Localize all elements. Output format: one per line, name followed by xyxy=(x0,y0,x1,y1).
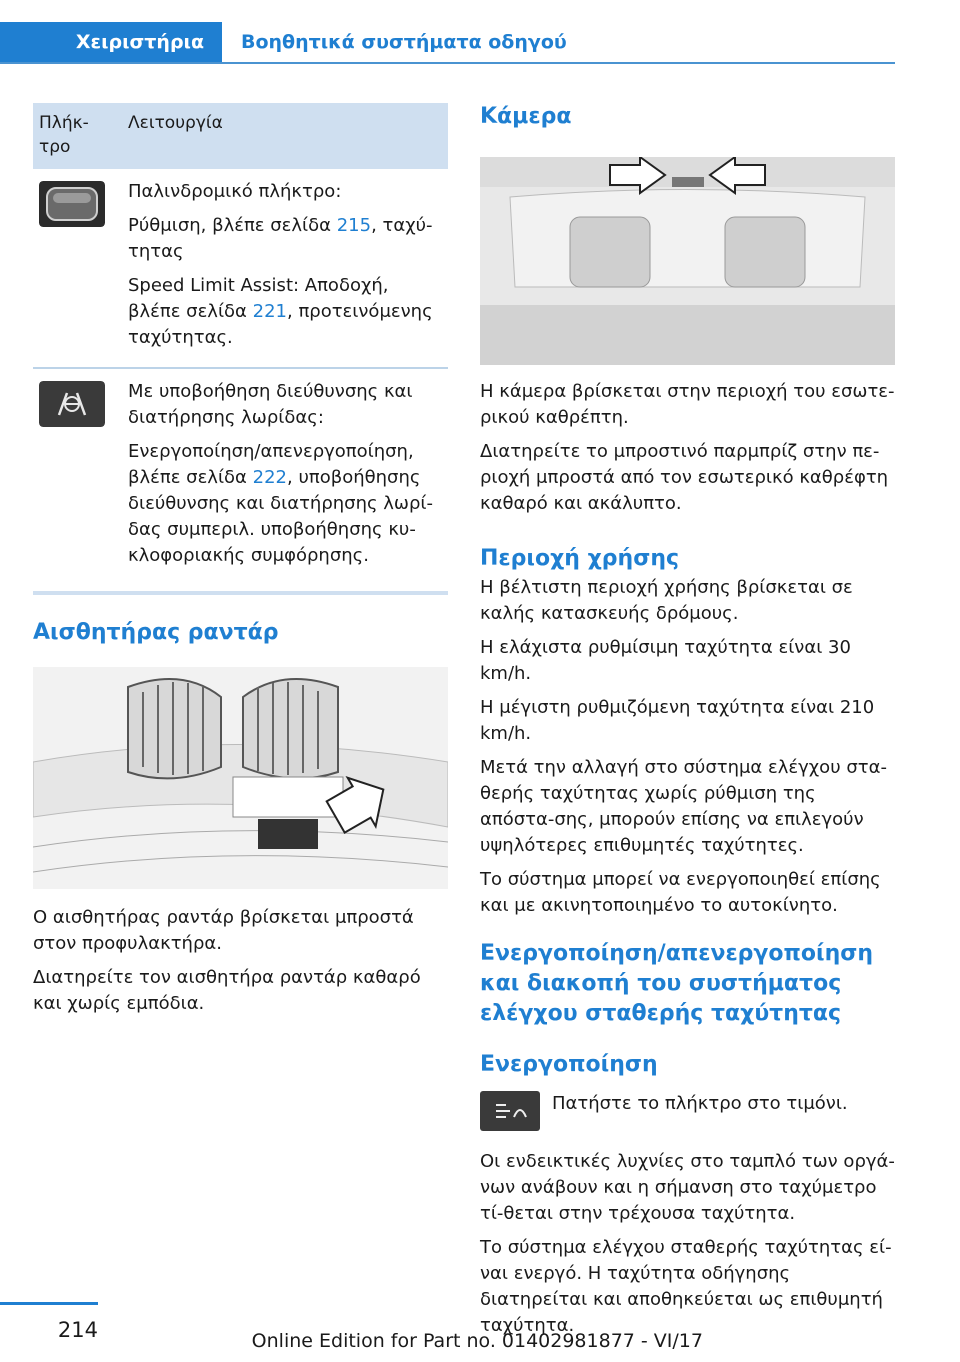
row1-line2: Ρύθμιση, βλέπε σελίδα 215, ταχύ-τητας xyxy=(128,215,433,262)
camera-text-1: Η κάμερα βρίσκεται στην περιοχή του εσωτε-ρικού καθρέπτη. xyxy=(480,381,895,428)
row2-line1: Με υποβοήθηση διεύθυνσης και διατήρησης λωρίδας: xyxy=(128,381,413,428)
camera-heading: Κάμερα xyxy=(480,104,572,129)
table-cell-icon xyxy=(33,369,118,579)
row1-line1: Παλινδρομικό πλήκτρο: xyxy=(128,181,342,202)
page-number: 214 xyxy=(57,1318,98,1342)
usage-text-3: Η μέγιστη ρυθμιζόμενη ταχύτητα είναι 210 km/h. xyxy=(480,697,875,744)
row1-line3: Speed Limit Assist: Αποδοχή, βλέπε σελίδα 221, προτεινόμενης ταχύτητας. xyxy=(128,275,433,348)
camera-windshield-interior-photo xyxy=(480,157,895,365)
activation-subheading: Ενεργοποίηση xyxy=(480,1052,658,1077)
camera-text-2: Διατηρείτε το μπροστινό παρμπρίζ στην πε-ριοχή μπροστά από τον εσωτερικό καθρέφτη καθαρό και ακάλυπτο. xyxy=(480,441,889,514)
row2-line2: Ενεργοποίηση/απενεργοποίηση, βλέπε σελίδα 222, υποβοήθησης διεύθυνσης και διατήρησης λωρί-δας συμπεριλ. υποβοήθησης κυ-κλοφοριακής συμφόρησης. xyxy=(128,441,434,566)
page-link-222[interactable]: 222 xyxy=(252,467,287,488)
right-column xyxy=(480,103,895,1347)
table-header-row xyxy=(33,103,448,169)
activation-heading: Ενεργοποίηση/απενεργοποίηση και διακοπή του συστήματος ελέγχου σταθερής ταχύτητας xyxy=(480,941,874,1026)
activation-instruction xyxy=(480,1091,895,1131)
activation-text-1: Οι ενδεικτικές λυχνίες στο ταμπλό των οργά-νων ανάβουν και η σήμανση στο ταχύμετρο τί-θεται στην τρέχουσα ταχύτητα. xyxy=(480,1151,895,1224)
radar-text-1: Ο αισθητήρας ραντάρ βρίσκεται μπροστά στον προφυλακτήρα. xyxy=(33,907,414,954)
table-row xyxy=(33,169,448,369)
table-cell-function xyxy=(118,369,448,579)
header-tabbar xyxy=(0,22,895,64)
cruise-control-button-icon xyxy=(480,1091,540,1131)
key-function-table xyxy=(33,103,448,579)
tab-controls[interactable]: Χειριστήρια xyxy=(0,22,222,62)
radar-sensor-front-bumper-photo xyxy=(33,667,448,889)
activation-icon-text: Πατήστε το πλήκτρο στο τιμόνι. xyxy=(552,1093,848,1114)
steering-wheel-rocker-switch-icon xyxy=(39,181,105,227)
left-column xyxy=(33,103,448,1025)
usage-text-5: Το σύστημα μπορεί να ενεργοποιηθεί επίσης και με ακινητοποιημένο το αυτοκίνητο. xyxy=(480,869,881,916)
section-divider xyxy=(33,591,448,595)
usage-text-1: Η βέλτιστη περιοχή χρήσης βρίσκεται σε καλής κατασκευής δρόμους. xyxy=(480,577,853,624)
table-header-key: Πλήκ- τρο xyxy=(39,113,89,157)
page-link-221[interactable]: 221 xyxy=(252,301,287,322)
page-link-215[interactable]: 215 xyxy=(336,215,372,236)
table-header-function: Λειτουργία xyxy=(128,113,223,133)
table-row xyxy=(33,369,448,579)
lane-steering-assist-icon xyxy=(39,381,105,427)
radar-text-2: Διατηρείτε τον αισθητήρα ραντάρ καθαρό και χωρίς εμπόδια. xyxy=(33,967,421,1014)
usage-text-2: Η ελάχιστα ρυθμίσιμη ταχύτητα είναι 30 km/h. xyxy=(480,637,851,684)
edition-note: Online Edition for Part no. 01402981877 - VI/17 xyxy=(251,1330,703,1352)
footer-line xyxy=(0,1302,98,1305)
activation-text-2: Το σύστημα ελέγχου σταθερής ταχύτητας εί-ναι ενεργό. Η ταχύτητα οδήγησης διατηρείται και αποθηκεύεται ως επιθυμητή ταχύτητα. xyxy=(480,1237,892,1336)
radar-heading: Αισθητήρας ραντάρ xyxy=(33,620,279,645)
usage-heading: Περιοχή χρήσης xyxy=(480,546,680,571)
tab-driver-assistance[interactable]: Βοηθητικά συστήματα οδηγού xyxy=(241,31,567,53)
table-cell-function xyxy=(118,169,448,361)
table-cell-icon xyxy=(33,169,118,361)
usage-text-4: Μετά την αλλαγή στο σύστημα ελέγχου στα-θερής ταχύτητας χωρίς ρύθμιση της απόστα-σης, μπορούν επίσης να επιλεγούν υψηλότερες επιθυμητές ταχύτητες. xyxy=(480,757,887,856)
